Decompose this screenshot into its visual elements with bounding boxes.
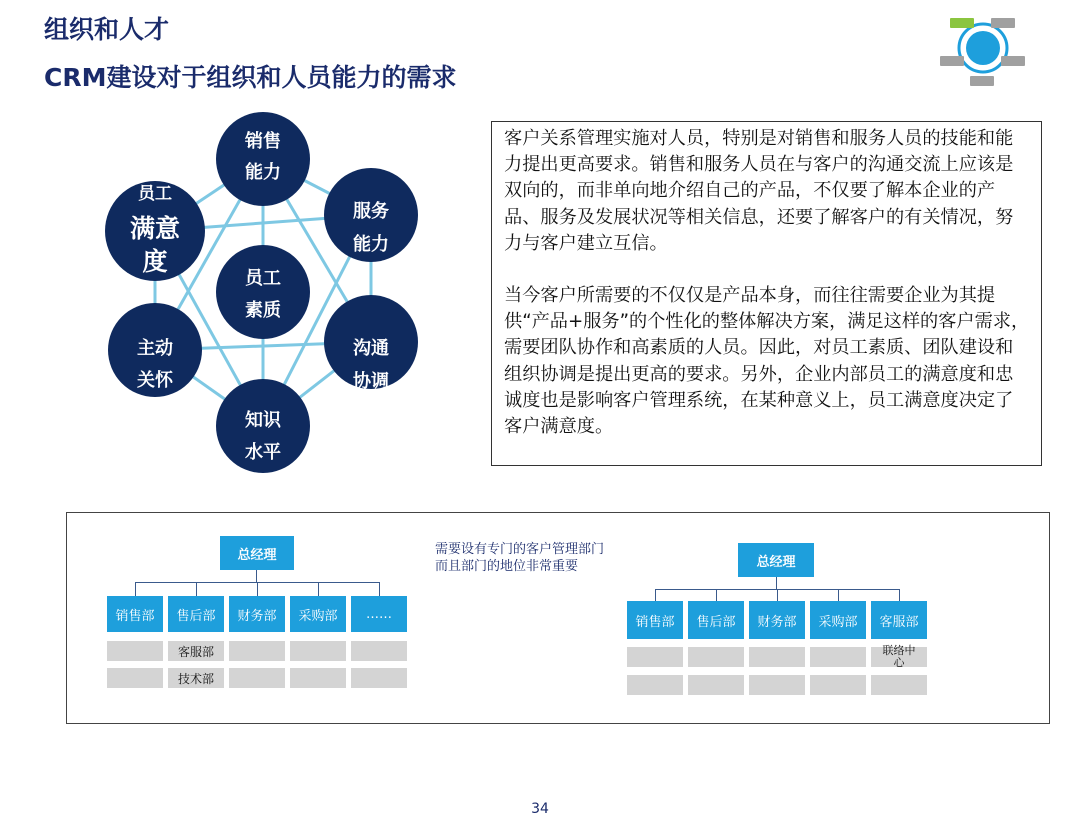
node-label: 员工	[245, 268, 281, 289]
org-node-dept: 客服部	[871, 601, 927, 639]
competency-diagram	[100, 100, 430, 490]
org-node-dept: 售后部	[168, 596, 224, 632]
org-sub-cell	[290, 668, 346, 688]
connector	[318, 582, 319, 596]
org-node-dept: 销售部	[107, 596, 163, 632]
org-note	[435, 541, 625, 575]
node-center	[216, 245, 310, 339]
org-node-dept: ……	[351, 596, 407, 632]
node-label: 知识	[245, 410, 281, 431]
org-sub-cell	[688, 647, 744, 667]
org-node-dept: 采购部	[290, 596, 346, 632]
node-sales	[216, 112, 310, 206]
org-sub-cell	[688, 675, 744, 695]
description-box	[491, 121, 1042, 466]
node-label: 关怀	[137, 370, 173, 391]
org-sub-cell	[810, 647, 866, 667]
node-label: 员工	[138, 184, 172, 204]
org-sub-cell	[749, 675, 805, 695]
connector	[379, 582, 380, 596]
connector	[257, 582, 258, 596]
connector	[838, 589, 839, 601]
org-node-dept: 采购部	[810, 601, 866, 639]
org-sub-cell	[351, 668, 407, 688]
node-label: 度	[142, 247, 168, 276]
org-sub-cell	[871, 675, 927, 695]
org-sub-cell	[627, 675, 683, 695]
node-label: 主动	[137, 338, 173, 359]
org-sub-cell	[107, 641, 163, 661]
org-sub-cell	[627, 647, 683, 667]
slide-title: 组织和人才	[44, 15, 170, 44]
slide-subtitle: CRM建设对于组织和人员能力的需求	[44, 63, 457, 92]
logo-icon	[938, 12, 1028, 90]
org-sub-cell	[749, 647, 805, 667]
paragraph: 客户关系管理实施对人员，特别是对销售和服务人员的技能和能力提出更高要求。销售和服务人员在与客户的沟通交流上应该是双向的，而非单向地介绍自己的产品，不仅要了解本企业的产品、服务及发展状况等相关信息，还要了解客户的有关情况，努力与客户建立互信。	[504, 128, 1014, 254]
org-node-dept: 销售部	[627, 601, 683, 639]
connector	[196, 582, 197, 596]
org-node-general-manager: 总经理	[220, 536, 294, 570]
paragraph: 当今客户所需要的不仅仅是产品本身，而往往需要企业为其提供“产品+服务”的个性化的整体解决方案，满足这样的客户需求，需要团队协作和高素质的人员。因此，对员工素质、团队建设和组织协调是提出更高的要求。另外，企业内部员工的满意度和忠诚度也是影响客户管理系统，在某种意义上，员工满意度决定了客户满意度。	[504, 285, 1030, 438]
org-sub-cell	[810, 675, 866, 695]
node-label: 销售	[245, 131, 281, 152]
node-label: 能力	[245, 162, 281, 183]
node-label: 满意	[129, 214, 181, 243]
node-label: 素质	[245, 300, 281, 321]
node-label: 能力	[353, 234, 389, 255]
note-line: 需要设有专门的客户管理部门	[435, 542, 605, 557]
connector	[716, 589, 717, 601]
org-node-dept: 财务部	[749, 601, 805, 639]
org-sub-cell	[351, 641, 407, 661]
connector	[776, 577, 777, 589]
org-sub-dept: 联络中心	[871, 647, 927, 667]
org-sub-dept: 技术部	[168, 668, 224, 688]
org-sub-cell	[229, 668, 285, 688]
org-sub-cell	[290, 641, 346, 661]
connector	[655, 589, 656, 601]
note-line: 而且部门的地位非常重要	[435, 559, 579, 574]
connector	[899, 589, 900, 601]
org-node-general-manager: 总经理	[738, 543, 814, 577]
org-sub-cell	[229, 641, 285, 661]
node-label: 水平	[245, 442, 281, 463]
org-node-dept: 售后部	[688, 601, 744, 639]
org-sub-dept: 客服部	[168, 641, 224, 661]
org-sub-cell	[107, 668, 163, 688]
connector	[777, 589, 778, 601]
org-node-dept: 财务部	[229, 596, 285, 632]
node-label: 沟通	[353, 338, 389, 359]
connector	[135, 582, 136, 596]
node-label: 协调	[353, 371, 389, 392]
connector	[256, 570, 257, 582]
page-number: 34	[531, 801, 549, 817]
node-label: 服务	[353, 201, 389, 222]
